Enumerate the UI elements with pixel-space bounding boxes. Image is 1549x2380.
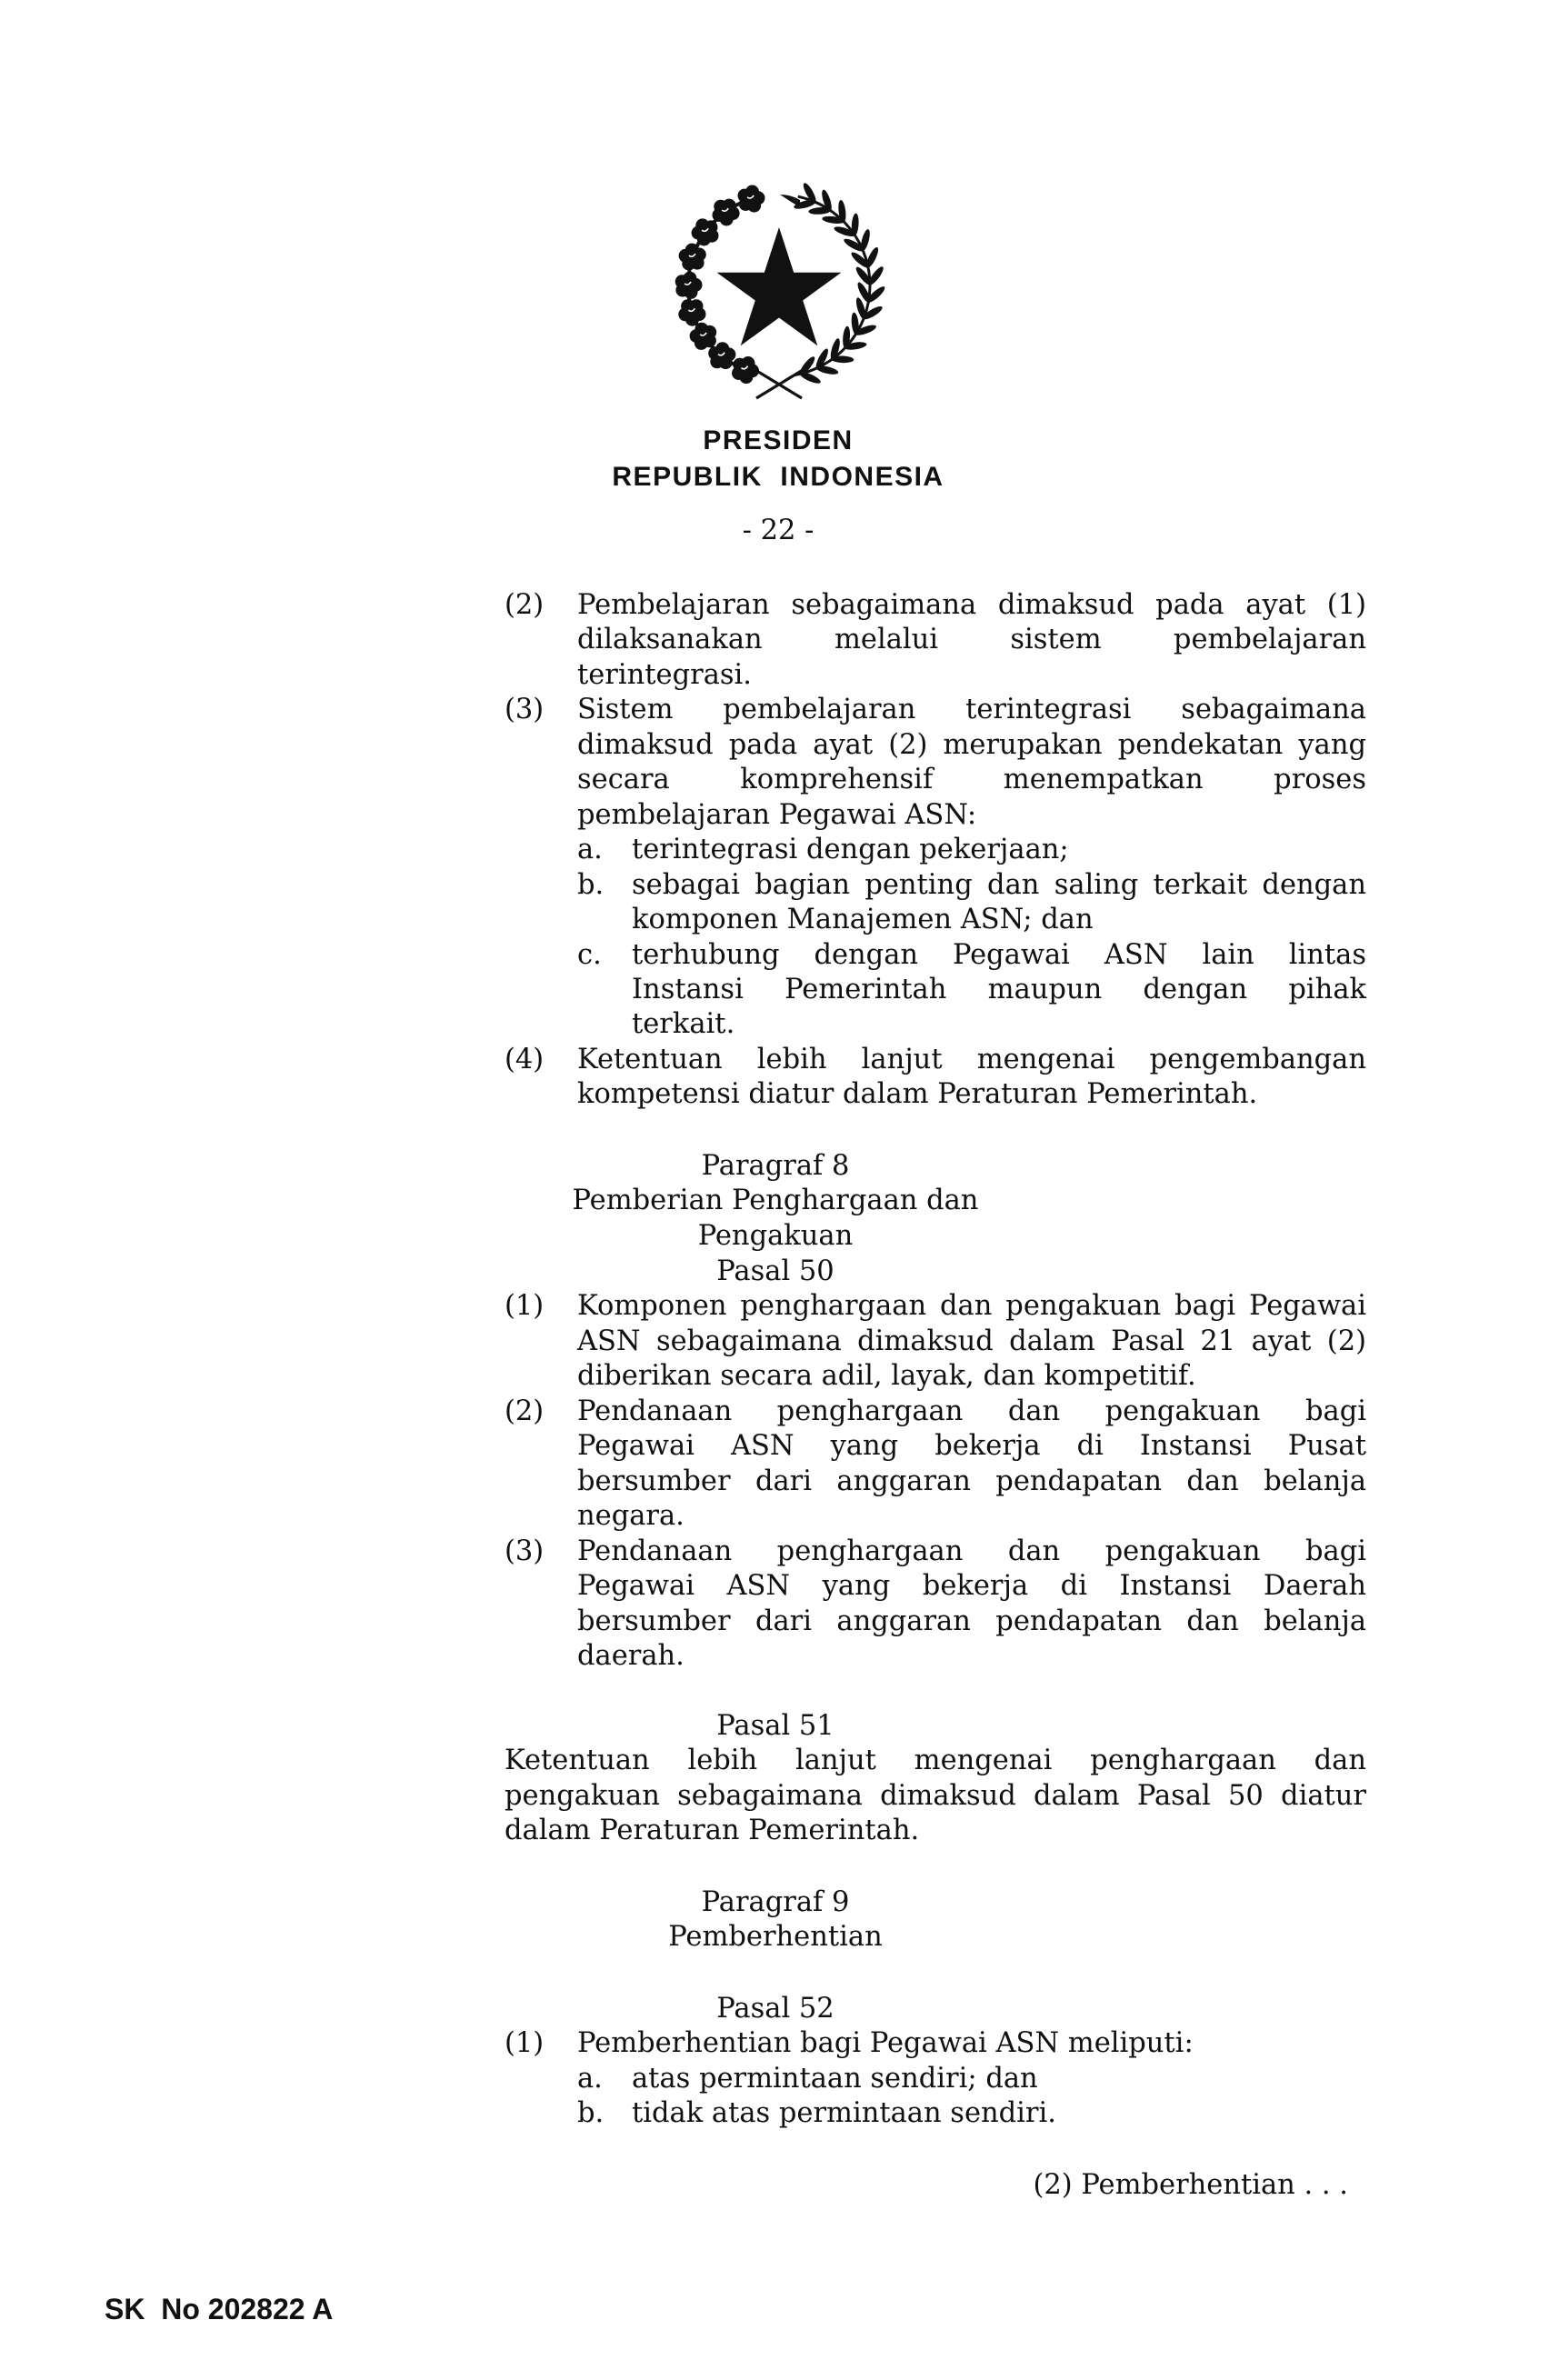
text-line: tidak atas permintaan sendiri.	[632, 2097, 1056, 2130]
list-subitem	[577, 938, 1366, 1043]
list-subitem	[577, 833, 1366, 867]
text-line: Instansi Pemerintah maupun dengan pihak	[632, 973, 1366, 1005]
cotton-boll	[736, 361, 754, 378]
next-page-catchword: (2) Pemberhentian . . .	[1033, 2169, 1348, 2201]
text-line: dalam Peraturan Pemerintah.	[505, 1815, 920, 1847]
text-line: atas permintaan sendiri; dan	[632, 2062, 1038, 2095]
cross-stem-left	[751, 367, 802, 398]
text-line: terintegrasi.	[577, 658, 752, 691]
text-line: negara.	[577, 1500, 685, 1533]
ayat-item	[505, 1043, 1366, 1113]
text-line: Pendanaan penghargaan dan pengakuan bagi	[577, 1535, 1366, 1567]
text-line: diberikan secara adil, layak, dan kompetitif.	[577, 1360, 1196, 1393]
text-line: Ketentuan lebih lanjut mengenai penghargaan dan	[505, 1745, 1366, 1777]
pasal-49-continued	[505, 588, 1366, 1113]
subitem-label: a.	[577, 2062, 603, 2095]
subitem-label: c.	[577, 938, 602, 971]
text-line: kompetensi diatur dalam Peraturan Pemerintah.	[577, 1078, 1258, 1111]
cotton-flower-icon	[678, 299, 705, 326]
cotton-boll	[695, 327, 713, 345]
ayat-label: (2)	[505, 1395, 545, 1427]
paragraf-9-heading-block	[505, 1885, 1366, 1955]
list-subitem	[577, 868, 1366, 938]
cotton-flower-icon	[679, 244, 706, 271]
page-number: - 22 -	[742, 515, 814, 546]
ayat-item	[505, 588, 1366, 693]
text-line: Ketentuan lebih lanjut mengenai pengembangan	[577, 1043, 1366, 1075]
text-line: Pemberhentian bagi Pegawai ASN meliputi:	[577, 2027, 1194, 2060]
text-line: Pegawai ASN yang bekerja di Instansi Daerah	[577, 1570, 1366, 1603]
text-line: ASN sebagaimana dimaksud dalam Pasal 21 ayat (2)	[577, 1325, 1366, 1357]
paragraf-title: Pemberhentian	[668, 1921, 883, 1954]
ayat-item	[505, 1289, 1366, 1394]
text-line: terhubung dengan Pegawai ASN lain lintas	[632, 938, 1366, 971]
ayat-label: (1)	[505, 2027, 545, 2060]
header-title-president: PRESIDEN	[703, 425, 854, 455]
cotton-boll	[714, 347, 731, 365]
text-line: daerah.	[577, 1639, 685, 1672]
pasal-heading: Pasal 50	[716, 1255, 834, 1287]
text-line: terintegrasi dengan pekerjaan;	[632, 834, 1069, 866]
ayat-label: (3)	[505, 1535, 545, 1567]
ayat-item	[505, 2026, 1366, 2131]
ayat-label: (3)	[505, 694, 545, 726]
text-line: terkait.	[632, 1008, 735, 1041]
cotton-boll	[680, 277, 697, 295]
cross-stem-right	[756, 367, 807, 398]
text-line: Sistem pembelajaran terintegrasi sebagaimana	[577, 694, 1366, 726]
ayat-item	[505, 693, 1366, 1043]
ayat-label: (4)	[505, 1043, 545, 1075]
text-line: pembelajaran Pegawai ASN:	[577, 798, 977, 831]
list-subitem	[577, 2096, 1366, 2131]
text-line: secara komprehensif menempatkan proses	[577, 764, 1366, 796]
cotton-boll	[743, 190, 760, 207]
cotton-boll	[697, 224, 715, 241]
text-line: Komponen penghargaan dan pengakuan bagi Pegawai	[577, 1290, 1366, 1323]
paragraf-heading: Paragraf 8	[701, 1150, 850, 1182]
cotton-boll	[717, 204, 735, 221]
text-line: Pegawai ASN yang bekerja di Instansi Pusat	[577, 1430, 1366, 1463]
cotton-boll	[684, 249, 701, 266]
ayat-label: (2)	[505, 589, 545, 621]
text-line: Pendanaan penghargaan dan pengakuan bagi	[577, 1395, 1366, 1427]
pasal-52	[505, 1992, 1366, 2132]
paragraf-title: Pemberian Penghargaan dan Pengakuan	[572, 1185, 979, 1252]
ayat-label: (1)	[505, 1290, 545, 1323]
cotton-flower-icon	[692, 218, 719, 245]
subitem-label: a.	[577, 834, 603, 866]
star-icon	[717, 227, 842, 345]
presidential-seal-icon	[664, 173, 900, 400]
subitem-label: b.	[577, 2097, 605, 2130]
text-line: komponen Manajemen ASN; dan	[632, 904, 1094, 936]
subitem-label: b.	[577, 868, 605, 901]
text-line: dilaksanakan melalui sistem pembelajaran	[577, 624, 1366, 656]
ayat-item	[505, 1395, 1366, 1535]
cotton-flower-icon	[675, 272, 703, 299]
text-line: bersumber dari anggaran pendapatan dan belanja	[577, 1465, 1366, 1497]
text-line: bersumber dari anggaran pendapatan dan belanja	[577, 1605, 1366, 1637]
cotton-flower-icon	[690, 323, 717, 350]
rice-tip	[780, 195, 800, 207]
ayat-item	[505, 1535, 1366, 1675]
pasal-heading: Pasal 52	[716, 1993, 834, 2025]
paragraf-8-heading-block	[505, 1149, 1366, 1252]
cotton-boll	[684, 304, 701, 321]
text-line: Pembelajaran sebagaimana dimaksud pada ayat (1)	[577, 589, 1366, 621]
cotton-flower-icon	[738, 185, 765, 213]
pasal-50	[505, 1255, 1366, 1674]
text-line: sebagai bagian penting dan saling terkait dengan	[632, 868, 1366, 901]
header-title-republic: REPUBLIK INDONESIA	[612, 462, 944, 492]
paragraf-heading: Paragraf 9	[701, 1886, 850, 1918]
document-code: SK No 202822 A	[105, 2293, 334, 2325]
pasal-heading: Pasal 51	[716, 1710, 834, 1742]
list-subitem	[577, 2062, 1366, 2096]
text-line: dimaksud pada ayat (2) merupakan pendekatan yang	[577, 728, 1366, 761]
pasal-51	[505, 1709, 1366, 1849]
text-line: pengakuan sebagaimana dimaksud dalam Pasal 50 diatur	[505, 1779, 1366, 1812]
